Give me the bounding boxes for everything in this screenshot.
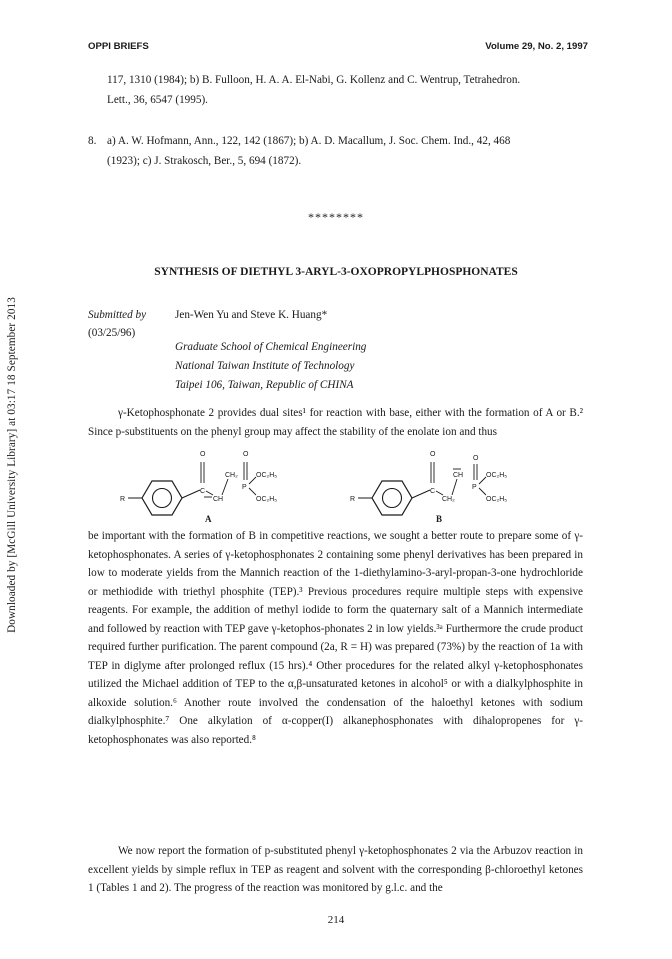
submitted-date: (03/25/96) — [88, 327, 136, 339]
structure-a-ch: CH — [213, 496, 224, 503]
reference-8 — [107, 131, 510, 171]
structure-b-o: O — [430, 451, 436, 458]
structure-a-r: R — [120, 496, 126, 503]
submitted-block — [88, 306, 146, 342]
structure-b-ch: CH — [453, 472, 464, 479]
volume-header: Volume 29, No. 2, 1997 — [485, 41, 588, 52]
structure-b-label: B — [436, 514, 443, 524]
reference-7-continued — [107, 70, 520, 110]
structure-a-oet1: OC₂H₅ — [256, 472, 278, 479]
ref8-line2: (1923); c) J. Strakosch, Ber., 5, 694 (1872). — [107, 155, 302, 167]
ref7-line1: 117, 1310 (1984); b) B. Fulloon, H. A. A. El-Nabi, G. Kollenz and C. Wentrup, Tetrahedron. — [107, 74, 521, 86]
structure-a-oet2: OC₂H₅ — [256, 496, 278, 503]
structure-a — [120, 451, 277, 524]
structure-a-o: O — [200, 451, 206, 458]
journal-header: OPPI BRIEFS — [88, 41, 149, 52]
structure-a-c: C — [200, 488, 206, 495]
page-number: 214 — [327, 914, 345, 926]
structure-b-c: C — [430, 488, 436, 495]
structure-b-p: P — [472, 484, 477, 491]
affiliation — [175, 338, 366, 395]
paragraph-1: γ-Ketophosphonate 2 provides dual sites¹ for reaction with base, either with the formation of A or B.² Since p-substituents on the phenyl group may affect the stability of the enolate ion and thus — [88, 407, 583, 438]
structure-b — [350, 451, 507, 524]
structure-b-oet1: OC₂H₅ — [486, 472, 508, 479]
phenyl-ring-b — [372, 481, 412, 515]
structure-b-oet2: OC₂H₅ — [486, 496, 508, 503]
ref8-line1: a) A. W. Hofmann, Ann., 122, 142 (1867); b) A. D. Macallum, J. Soc. Chem. Ind., 42, 468 — [107, 135, 511, 147]
structure-a-po: O — [243, 451, 249, 458]
article-title: SYNTHESIS OF DIETHYL 3-ARYL-3-OXOPROPYLPHOSPHONATES — [154, 266, 518, 278]
download-watermark — [4, 280, 20, 650]
section-separator: ******** — [308, 210, 364, 224]
structure-b-r: R — [350, 496, 356, 503]
structure-b-po: O — [473, 455, 479, 462]
affiliation-line-2: National Taiwan Institute of Technology — [175, 360, 355, 372]
structure-a-label: A — [205, 514, 212, 524]
structure-a-p: P — [242, 484, 247, 491]
structure-b-ch2: CH₂ — [442, 496, 455, 503]
affiliation-line-1: Graduate School of Chemical Engineering — [175, 341, 367, 353]
paragraph-2: be important with the formation of B in competitive reactions, we sought a better route to prepare some of γ-ketophosphonates. A series of γ-ketophosphonates 2 containing some phenyl derivatives has been prepared in low to moderate yields from the Mannich reaction of the 1-diethylamino-3-aryl-propan-3-one hydrochloride or methiodide with triethyl phosphite (TEP).³ Previous procedures require multiple steps with expensive reagents. For example, the addition of methyl iodide to form the quaternary salt of a Mannich intermediate and followed by reaction with TEP gave γ-ketophos-phonates 2 in low yields.³ᵃ Furthermore the crude product required further purification. The parent compound (2a, R = H) was prepared (73%) by the reaction of 1a with TEP in diglyme after prolonged reflux (15 hrs).⁴ Other procedures for the related alkyl γ-ketophosphonates utilized the Michael addition of TEP to the α,β-unsaturated ketones in alcohol⁵ or with a dialkylphosphite in alkoxide solution.⁶ Another route involved the condensation of the haloethyl ketones with sodium dialkylphosphite.⁷ One alkylation of α-copper(I) alkanephosphonates with dihalopropenes for γ-ketophosphonates was also reported.⁸ — [88, 530, 583, 746]
structure-a-ch2: CH₂ — [225, 472, 238, 479]
paragraph-3: We now report the formation of p-substituted phenyl γ-ketophosphonates 2 via the Arbuzov reaction in excellent yields by simple reflux in TEP as reagent and solvent with the corresponding β-chloroethyl ketones 1 (Tables 1 and 2). The progress of the reaction was monitored by g.l.c. and the — [88, 845, 583, 894]
authors: Jen-Wen Yu and Steve K. Huang* — [175, 309, 328, 321]
phenyl-ring-a — [142, 481, 182, 515]
download-note: Downloaded by [McGill University Library] at 03:17 18 September 2013 — [6, 297, 18, 633]
ref7-line2: Lett., 36, 6547 (1995). — [107, 94, 208, 106]
affiliation-line-3: Taipei 106, Taiwan, Republic of CHINA — [175, 379, 354, 391]
submitted-label: Submitted by — [88, 309, 147, 321]
ref8-number: 8. — [88, 135, 97, 147]
